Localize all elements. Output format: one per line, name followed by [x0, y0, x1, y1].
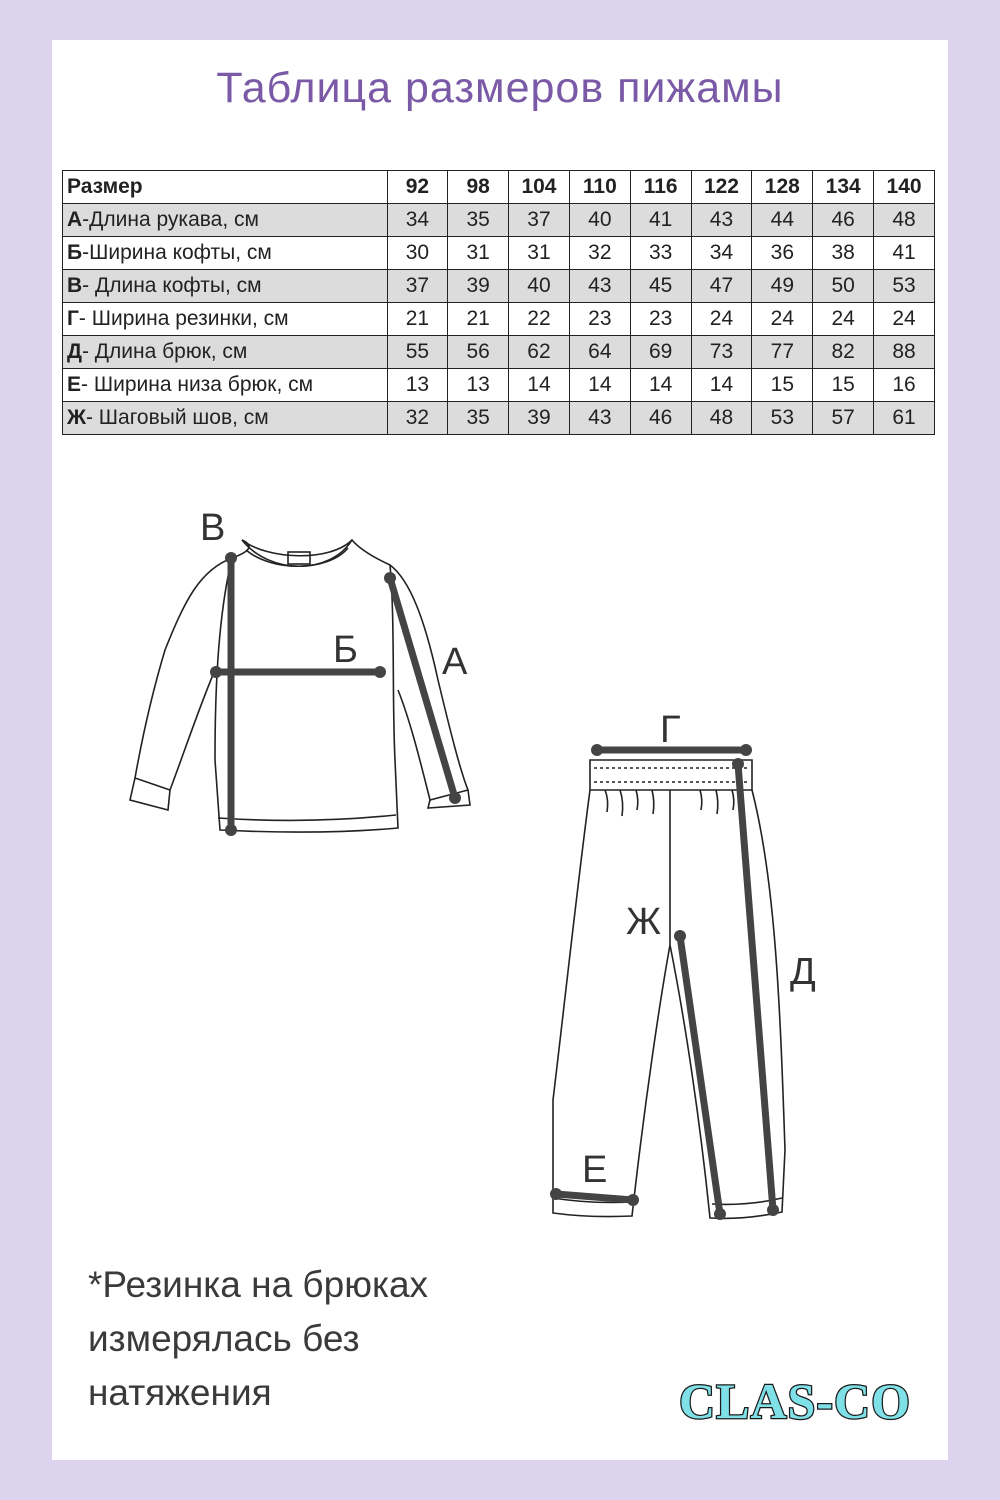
table-cell: 88 — [874, 336, 935, 369]
table-cell: 23 — [630, 303, 691, 336]
table-cell: 50 — [813, 270, 874, 303]
size-header: 116 — [630, 171, 691, 204]
table-cell: 24 — [813, 303, 874, 336]
table-cell: 64 — [569, 336, 630, 369]
table-cell: 62 — [509, 336, 570, 369]
size-header: 128 — [752, 171, 813, 204]
size-header: 122 — [691, 171, 752, 204]
label-hem-width: Е — [582, 1149, 608, 1191]
measure-letter: А — [67, 208, 83, 231]
label-pants-length: Д — [790, 951, 816, 993]
table-cell: 73 — [691, 336, 752, 369]
table-cell: 23 — [569, 303, 630, 336]
table-cell: 57 — [813, 402, 874, 435]
measure-text: -Ширина кофты, см — [82, 241, 272, 264]
table-cell: 55 — [387, 336, 448, 369]
pants-measure-lines — [556, 750, 773, 1214]
measure-text: -Длина рукава, см — [82, 208, 259, 231]
table-cell: 40 — [569, 204, 630, 237]
table-cell: 37 — [387, 270, 448, 303]
measure-text: - Длина кофты, см — [82, 274, 262, 297]
size-header: 140 — [874, 171, 935, 204]
label-inseam: Ж — [626, 901, 662, 943]
size-header: 110 — [569, 171, 630, 204]
measure-letter: Е — [67, 373, 82, 396]
table-cell: 53 — [752, 402, 813, 435]
table-cell: 22 — [509, 303, 570, 336]
table-cell: 21 — [448, 303, 509, 336]
label-top-length: В — [200, 507, 226, 549]
table-cell: 24 — [691, 303, 752, 336]
table-cell: 38 — [813, 237, 874, 270]
table-cell: 40 — [509, 270, 570, 303]
measure-text: - Шаговый шов, см — [85, 406, 269, 429]
table-cell: 45 — [630, 270, 691, 303]
table-cell: 43 — [691, 204, 752, 237]
table-cell: 14 — [509, 369, 570, 402]
measure-letter: В — [67, 274, 83, 297]
note-line-1: *Резинка на брюках — [88, 1264, 429, 1305]
table-cell: 32 — [387, 402, 448, 435]
brand-logo — [660, 1370, 930, 1430]
table-cell: 48 — [874, 204, 935, 237]
table-cell: 24 — [752, 303, 813, 336]
table-cell: 43 — [569, 402, 630, 435]
table-cell: 34 — [691, 237, 752, 270]
table-cell: 46 — [813, 204, 874, 237]
label-top-width: Б — [333, 629, 358, 671]
table-cell: 36 — [752, 237, 813, 270]
table-cell: 39 — [509, 402, 570, 435]
table-cell: 34 — [387, 204, 448, 237]
table-cell: 44 — [752, 204, 813, 237]
hem-width-line — [556, 1194, 633, 1200]
table-cell: 14 — [569, 369, 630, 402]
size-header: 104 — [509, 171, 570, 204]
table-cell: 41 — [630, 204, 691, 237]
table-cell: 69 — [630, 336, 691, 369]
table-cell: 49 — [752, 270, 813, 303]
note-line-3: натяжения — [88, 1372, 272, 1413]
size-header-label: Размер — [63, 171, 388, 204]
table-cell: 15 — [813, 369, 874, 402]
table-cell: 32 — [569, 237, 630, 270]
table-cell: 14 — [630, 369, 691, 402]
table-cell: 46 — [630, 402, 691, 435]
measure-letter: Д — [67, 340, 82, 363]
elastic-note — [88, 1258, 608, 1420]
table-cell: 41 — [874, 237, 935, 270]
measure-text: - Ширина низа брюк, см — [81, 373, 314, 396]
label-sleeve-length: А — [442, 641, 468, 683]
top-measure-lines — [216, 560, 455, 830]
table-cell: 35 — [448, 402, 509, 435]
table-cell: 35 — [448, 204, 509, 237]
measure-letter: Ж — [67, 406, 86, 429]
table-cell: 33 — [630, 237, 691, 270]
table-cell: 61 — [874, 402, 935, 435]
pants-length-line — [738, 764, 773, 1210]
table-cell: 21 — [387, 303, 448, 336]
table-cell: 13 — [448, 369, 509, 402]
table-cell: 30 — [387, 237, 448, 270]
table-cell: 48 — [691, 402, 752, 435]
table-cell: 24 — [874, 303, 935, 336]
page-title: Таблица размеров пижамы — [216, 64, 784, 112]
sleeve-length-line — [390, 578, 455, 798]
table-cell: 77 — [752, 336, 813, 369]
table-cell: 47 — [691, 270, 752, 303]
measure-letter: Б — [67, 241, 83, 264]
table-cell: 82 — [813, 336, 874, 369]
table-cell: 16 — [874, 369, 935, 402]
table-cell: 37 — [509, 204, 570, 237]
note-line-2: измерялась без — [88, 1318, 360, 1359]
table-cell: 56 — [448, 336, 509, 369]
size-header: 134 — [813, 171, 874, 204]
inseam-line — [680, 936, 720, 1214]
measure-text: - Длина брюк, см — [81, 340, 248, 363]
table-cell: 43 — [569, 270, 630, 303]
label-waist-width: Г — [660, 709, 681, 751]
size-header: 92 — [387, 171, 448, 204]
table-cell: 13 — [387, 369, 448, 402]
table-cell: 53 — [874, 270, 935, 303]
table-cell: 31 — [509, 237, 570, 270]
table-cell: 15 — [752, 369, 813, 402]
table-cell: 31 — [448, 237, 509, 270]
table-cell: 39 — [448, 270, 509, 303]
table-cell: 14 — [691, 369, 752, 402]
measure-text: - Ширина резинки, см — [78, 307, 289, 330]
measure-letter: Г — [67, 307, 79, 330]
size-header: 98 — [448, 171, 509, 204]
logo-text: CLAS-CO — [678, 1373, 912, 1429]
